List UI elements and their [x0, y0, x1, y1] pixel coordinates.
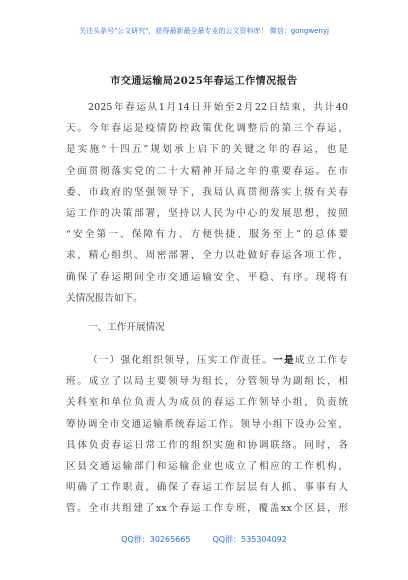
- subsection-lead: （一）强化组织领导，压实工作责任。: [88, 355, 274, 366]
- footer-contact: [0, 534, 408, 545]
- paragraph-line: 明确了工作职责，确保了春运工作层层有人抓、事事有人: [66, 482, 348, 494]
- paragraph-line: 2025年春运从1月14日开始至2月22日结束，共计40: [88, 102, 348, 113]
- qq-group-1: QQ群：30265665: [121, 535, 191, 544]
- paragraph-line: 是实施“十四五”规划承上启下的关键之年的春运，也是: [66, 144, 348, 156]
- section-heading: 一、工作开展情况: [88, 322, 165, 333]
- paragraph-line: 关情况报告如下。: [66, 292, 143, 304]
- paragraph-line: 关科室和单位负责人为成员的春运工作领导小组，负责统: [66, 397, 348, 409]
- paragraph-line: “安全第一、保障有力、方便快捷、服务至上”的总体要: [66, 229, 348, 241]
- intro-paragraph: [66, 97, 348, 309]
- paragraph-line: 管。全市共组建了xx个春运工作专班，覆盖xx个区县，形: [66, 503, 348, 515]
- paragraph-line: 运工作的决策部署，坚持以人民为中心的发展思想，按照: [66, 207, 348, 219]
- paragraph-line: 班。成立了以局主要领导为组长，分管领导为副组长，相: [66, 376, 348, 388]
- paragraph-line: 天。今年春运是疫情防控政策优化调整后的第三个春运，: [66, 123, 348, 135]
- paragraph-line: 筹协调全市交通运输系统春运工作。领导小组下设办公室，: [66, 418, 348, 430]
- paragraph-line: 全面贯彻落实党的二十大精神开局之年的重要春运。在市: [66, 165, 348, 177]
- paragraph-first-line: [66, 350, 348, 371]
- paragraph-line: 委、市政府的坚强领导下，我局认真贯彻落实上级有关春: [66, 186, 348, 198]
- top-promo-banner: 关注头条号"公文研究"，获得最新最全最专业的公文资料库！ 微信：gongwenyj: [79, 27, 329, 35]
- paragraph-line: 确保了春运期间全市交通运输安全、平稳、有序。现将有: [66, 271, 348, 283]
- paragraph-line: 具体负责春运日常工作的组织实施和协调联络。同时，各: [66, 439, 348, 451]
- paragraph-line: 求，精心组织、周密部署，全力以赴做好春运各项工作，: [66, 250, 348, 262]
- first-line-rest: 成立工作专: [294, 355, 349, 366]
- paragraph-line: 区县交通运输部门和运输企业也成立了相应的工作机构，: [66, 460, 348, 472]
- document-title: 市交通运输局2025年春运工作情况报告: [110, 76, 298, 87]
- subsection-paragraph: [66, 350, 348, 520]
- qq-group-2: QQ群：535304092: [212, 535, 287, 544]
- emphasis-text: 一是: [273, 355, 295, 366]
